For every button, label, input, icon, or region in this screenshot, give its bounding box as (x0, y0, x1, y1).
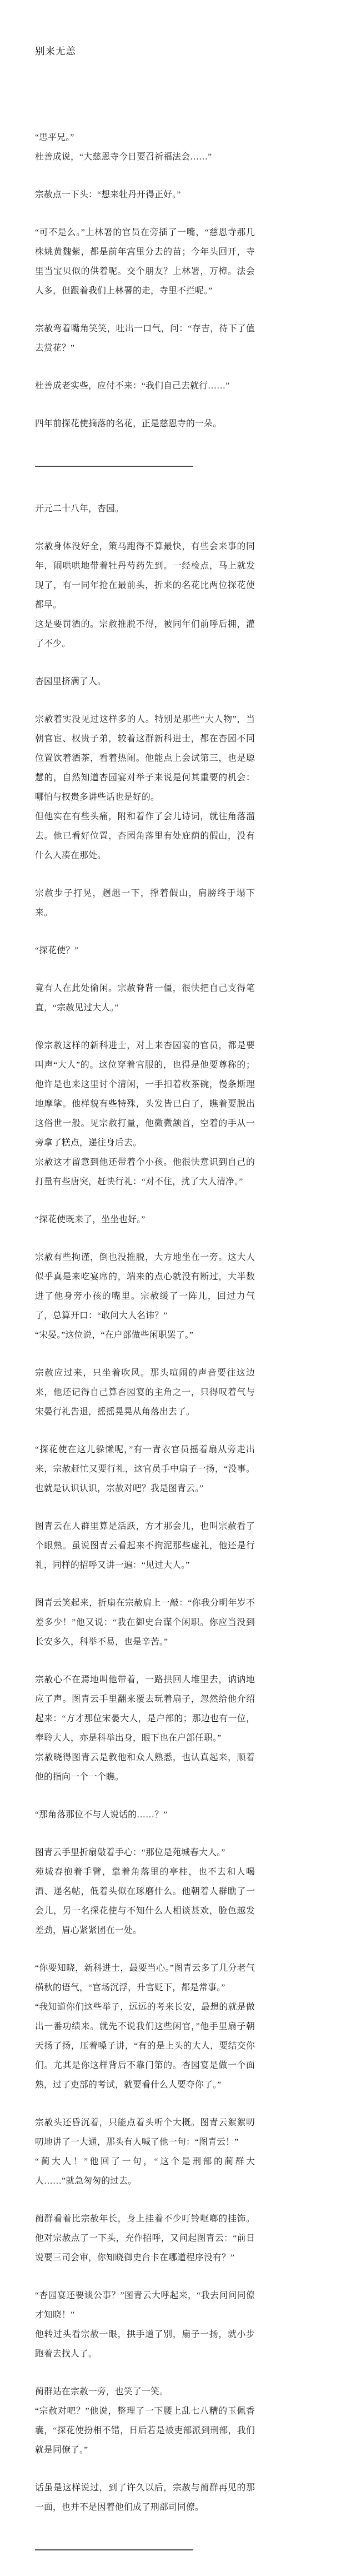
paragraph: 像宗赦这样的新科进士，对上来杏园宴的官员，都是要叫声“大人”的。这位穿着官服的，也得是他要尊称的；他许是也来这里讨个清闲，一手扣着枚茶碗，慢条斯理地摩挲。他样貌有些特殊，头发皆已白了，瞧着要脱出这俗世一般。见宗赦打量，他微微颔首，空着的手从一旁拿了糕点，递往身后去。 (35, 1041, 255, 1148)
paragraph-group (35, 1248, 255, 1345)
paragraph: 他转过头看宗赦一眼，拱手道了别，扇子一扬，就小步跑着去找人了。 (35, 2330, 255, 2359)
paragraph: “我知道你们这些举子，远远的考来长安，最想的就是做出一番功绩来。就先不说我们这些闲官，”他手里扇子朝天扬了扬，压着嗓子讲，“有的是上头的大人，要结交你们。尤其是你这样背后不靠门第的。杏园宴是做一个面熟，过了吏部的考试，就要看什么人要夺你了。” (35, 2002, 255, 2090)
paragraph: 竟有人在此处偷闲。宗赦脊背一僵，很快把自己支得笔直，“宗赦见过大人。” (35, 984, 255, 1013)
paragraph-group (35, 884, 255, 923)
text-column (35, 0, 255, 2550)
paragraph-group (35, 1593, 255, 1652)
paragraph: 四年前探花使摘落的名花，正是慈恩寺的一朵。 (35, 419, 222, 428)
paragraph-group (35, 2113, 255, 2191)
paragraph: 宗赦心不在焉地叫他带着，一路拱回人堆里去，讷讷地应了声。图青云手里翻来覆去玩着扇子，忽然给他介绍起来：“方才那位宋晏大人，是户部的；那边也有一位，奉聆大人，亦是科举出身，眼下也在户部任职。” (35, 1675, 255, 1743)
paragraph: 宗赦这才留意到他还带着个小孩。他很快意识到自己的打量有些唐突，赶快行礼：“对不住，扰了大人清净。” (35, 1158, 255, 1187)
paragraph-group (35, 1670, 255, 1787)
paragraph: “蔺大人！”他回了一句，“这个是刑部的蔺群大人……”就急匆匆的过去。 (35, 2157, 255, 2186)
paragraph: 但他实在有些头痛，附和着作了会儿诗词，就往角落溜去。他已看好位置，杏园角落里有处庇荫的假山，没有什么人凑在那处。 (35, 812, 255, 860)
paragraph: 宗赦有些拘谨，倒也没推脱，大方地坐在一旁。这大人似乎真是来吃宴席的，端来的点心就没有断过，大半数进了他身旁小孩的嘴里。宗赦缓了一阵儿，回过力气了，总算开口：“敢问大人名讳？” (35, 1253, 255, 1321)
paragraph: “你要知晓，新科进士，最要当心。”图青云多了几分老气横秋的语气，“官场沉浮，升官贬下，都是常事。” (35, 1964, 255, 1992)
section-divider (35, 466, 193, 467)
paragraph: “思平兄。” (35, 133, 74, 142)
paragraph: “宗赦对吧？”他说，整理了一下腰上乱七八糟的玉佩香囊，“探花使扮相不错，日后若是被吏部派到刑部，我们就是同僚了。” (35, 2406, 255, 2455)
paragraph-group (35, 376, 255, 396)
paragraph: 宗赦点一下头：“想来牡丹开得正好。” (35, 190, 181, 200)
paragraph-group (35, 672, 255, 691)
paragraph-group (35, 2478, 255, 2517)
paragraph: 这是要罚酒的。宗赦推脱不得，被同年们前呼后拥，灌了不少。 (35, 620, 255, 649)
paragraph-group (35, 1805, 255, 1825)
paragraph-group (35, 979, 255, 1018)
paragraph: 杜善成老实些，应付不来：“我们自己去就行……” (35, 381, 230, 391)
paragraph: “宋晏。”这位说，“在户部做些闲职罢了。” (35, 1331, 193, 1340)
paragraph-group (35, 1363, 255, 1422)
paragraph-group (35, 1036, 255, 1192)
paragraph: “探花使既来了，坐坐也好。” (35, 1215, 146, 1224)
paragraph-group (35, 710, 255, 865)
paragraph: “探花使？” (35, 946, 79, 955)
paragraph: “探花使在这儿躲懒呢，”有一青衣官员摇着扇从旁走出来，宗赦赶忙又要行礼，这官员手中扇子一扬，“没事。也就是认识认识，宗赦对吧？我是图青云。” (35, 1445, 255, 1493)
paragraph-group (35, 1440, 255, 1498)
paragraph-group (35, 185, 255, 205)
paragraph: 蔺群看着比宗赦年长，身上挂着不少叮铃哐啷的挂饰。他对宗赦点了一下头，充作招呼，又问起图青云：“前日说要三司会审，你知晓御史台卡在哪道程序没有？” (35, 2214, 255, 2263)
paragraph: 图青云手里折扇敲着手心：“那位是苑城春大人。” (35, 1848, 225, 1857)
paragraph: 宗赦着实没见过这样多的人。特别是那些“大人物”，当朝官宦、权贵子弟，较着这群新科进士，都在杏园不同位置饮着酒茶，看着热闹。他能点上会试第三，也是聪慧的，自然知道杏园宴对举子来说是何其重要的机会：哪怕与权贵多讲些话也是好的。 (35, 715, 255, 802)
paragraph: 苑城春抱着手臂，靠着角落里的亭柱，也不去和人喝酒、递名帖，低着头似在琢磨什么。他朝着人群瞧了一会儿，另一名探花使与不知什么人相谈甚欢，脸色越发差劲，眉心紧紧团在一处。 (35, 1867, 255, 1935)
paragraph: 杜善成说，“大慈恩寺今日要召祈福法会……” (35, 152, 212, 162)
paragraph: 宗赦应过来，只坐着吹风。那头喧闹的声音要往这边来，他还记得自己算杏园宴的主角之一，只得叹着气与宋晏行礼告退，摇摇晃晃从角落出去了。 (35, 1368, 255, 1417)
paragraph: 开元二十八年，杏园。 (35, 504, 124, 514)
paragraph: 图青云在人群里算是活跃，方才那会儿，也叫宗赦看了个眼熟。虽说图青云看起来不拘泥那些虚礼，他还是行礼，同样的招呼又讲一遍：“见过大人。” (35, 1522, 255, 1570)
story-body (35, 128, 255, 2550)
paragraph: 宗赦身体没好全，策马跑得不算最快，有些会来事的同年，闹哄哄地带着牡丹芍药先到。一经检点，马上就发现了，有一同年抢在最前头，折来的名花比两位探花使都早。 (35, 542, 255, 610)
paragraph-group (35, 2209, 255, 2268)
paragraph-group (35, 2286, 255, 2364)
paragraph-group (35, 414, 255, 434)
paragraph-group (35, 1210, 255, 1229)
paragraph-group (35, 2382, 255, 2460)
paragraph: “杏园宴还要谈公事？”图青云大呼起来，“我去问问同僚才知晓！” (35, 2291, 255, 2320)
paragraph: 蔺群站在宗赦一旁，也笑了一笑。 (35, 2387, 168, 2396)
paragraph: “可不是么。”上林署的官员在旁插了一嘴，“慈恩寺那几株姚黄魏紫，都是前年宫里分去的苗；今年头回开，寺里当宝贝似的供着呢。交个朋友？上林署，万樟。法会人多，但跟着我们上林署的走，寺里不拦呢。” (35, 228, 255, 296)
paragraph: 宗赦弯着嘴角笑笑，吐出一口气，问：“存吉，待下了值去赏花？” (35, 324, 255, 353)
paragraph-group (35, 319, 255, 358)
paragraph-group (35, 941, 255, 960)
paragraph-group (35, 1517, 255, 1575)
paragraph: 宗赦步子打晃，趔趄一下，撑着假山，肩膀终于塌下来。 (35, 889, 255, 918)
paragraph: 宗赦头还昏沉着，只能点着头听个大概。图青云絮絮叨叨地讲了一大通，那头有人喊了他一句：“图青云！” (35, 2118, 255, 2147)
paragraph-group (35, 1843, 255, 1940)
paragraph-group (35, 128, 255, 167)
paragraph-group (35, 223, 255, 301)
paragraph-group (35, 1959, 255, 2095)
paragraph: 杏园里挤满了人。 (35, 677, 106, 686)
section-divider (35, 2549, 193, 2550)
paragraph-group (35, 499, 255, 519)
paragraph: 话虽是这样说过，到了许久以后，宗赦与蔺群再见的那一面，也并不是因着他们成了刑部司同僚。 (35, 2483, 255, 2512)
chapter-title: 别来无恙 (35, 46, 76, 57)
paragraph: “那角落那位不与人说话的……？” (35, 1810, 168, 1820)
paragraph: 宗赦晓得图青云是教他和众人熟悉，也认真起来，顺着他的指向一个一个瞧。 (35, 1753, 255, 1782)
paragraph-group (35, 537, 255, 654)
paragraph: 图青云笑起来，折扇在宗赦肩上一敲：“你我分明年岁不差多少！”他又说：“我在御史台谋个闲职。你应当没到长安多久，科举不易，也是辛苦。” (35, 1598, 255, 1647)
